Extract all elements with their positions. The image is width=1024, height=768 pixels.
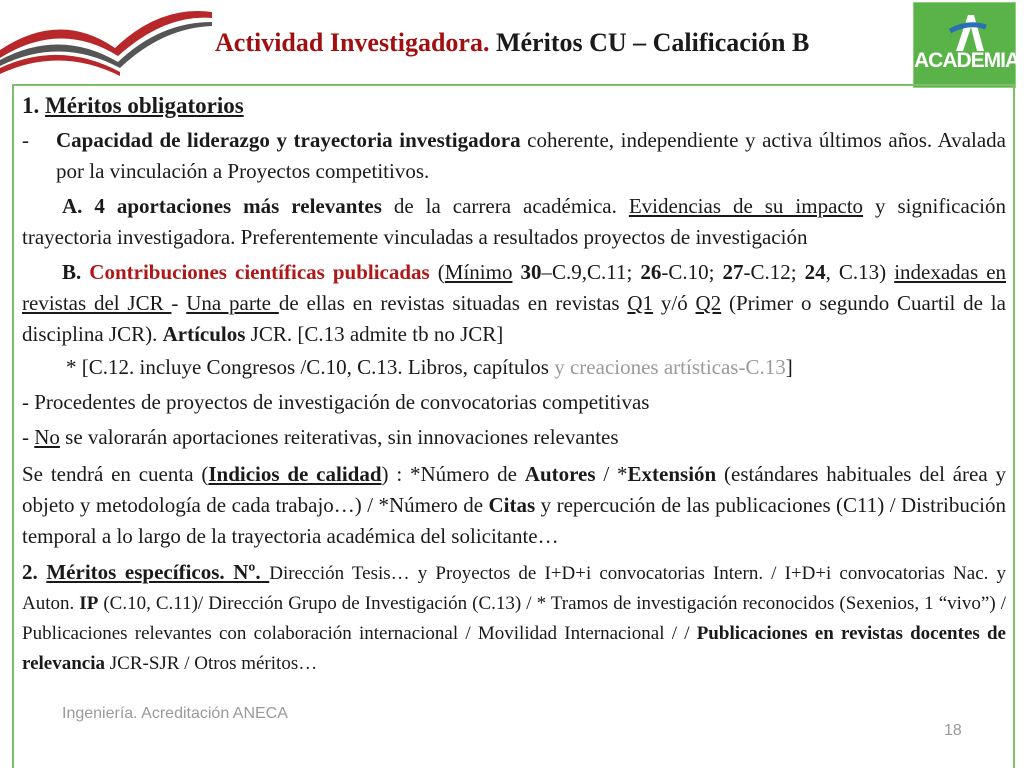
academia-logo	[913, 2, 1020, 88]
academia-logo-text: ACADEMIA	[914, 49, 1020, 72]
no-reiterative-line: - No se valorarán aportaciones reiterativas, sin innovaciones relevantes	[22, 425, 619, 449]
star-note: * [C.12. incluye Congresos /C.10, C.13. Libros, capítulos y creaciones artísticas-C.13]	[66, 355, 793, 379]
book-logo-icon	[0, 0, 215, 80]
leadership-bullet: - Capacidad de liderazgo y trayectoria investigadora coherente, independiente y activa últimos años. Avalada por la vinculación a Proyectos competitivos.	[22, 128, 1007, 183]
quality-indicators: Se tendrá en cuenta (Indicios de calidad) : *Número de Autores / *Extensión (estándares habituales del área y objeto y metodología de cada trabajo…) / *Número de Citas y repercución de las publicaciones (C11) / Distribución temporal a lo largo de la trayectoria académica del solicitante…	[22, 462, 1006, 548]
competitive-projects-line: - Procedentes de proyectos de investigación de convocatorias competitivas	[22, 390, 650, 414]
page-number: 18	[944, 722, 962, 739]
item-a: A. 4 aportaciones más relevantes de la carrera académica. Evidencias de su impacto y significación trayectoria investigadora. Preferentemente vinculadas a resultados proyectos de investigación	[22, 194, 1006, 249]
footer-text: Ingeniería. Acreditación ANECA	[62, 705, 288, 722]
item-b: B. Contribuciones científicas publicadas (Mínimo 30–C.9,C.11; 26-C.10; 27-C.12; 24, C.13) indexadas en revistas del JCR - Una parte de ellas en revistas situadas en revistas Q1 y/ó Q2 (Primer o segundo Cuartil de la disciplina JCR). Artículos JCR. [C.13 admite tb no JCR]	[22, 260, 1007, 346]
section1-heading: 1. Méritos obligatorios	[22, 93, 244, 118]
slide-content	[22, 90, 1006, 678]
page-title: Actividad Investigadora. Méritos CU – Calificación B	[215, 28, 810, 57]
section2: 2. Méritos específicos. Nº. Dirección Tesis… y Proyectos de I+D+i convocatorias Intern. / I+D+i convocatorias Nac. y Auton. IP (C.10, C.11)/ Dirección Grupo de Investigación (C.13) / * Tramos de investigación reconocidos (Sexenios, 1 “vivo”) / Publicaciones relevantes con colaboración internacional / Movilidad Internacional / / Publicaciones en revistas docentes de relevancia JCR-SJR / Otros méritos…	[22, 560, 1006, 674]
